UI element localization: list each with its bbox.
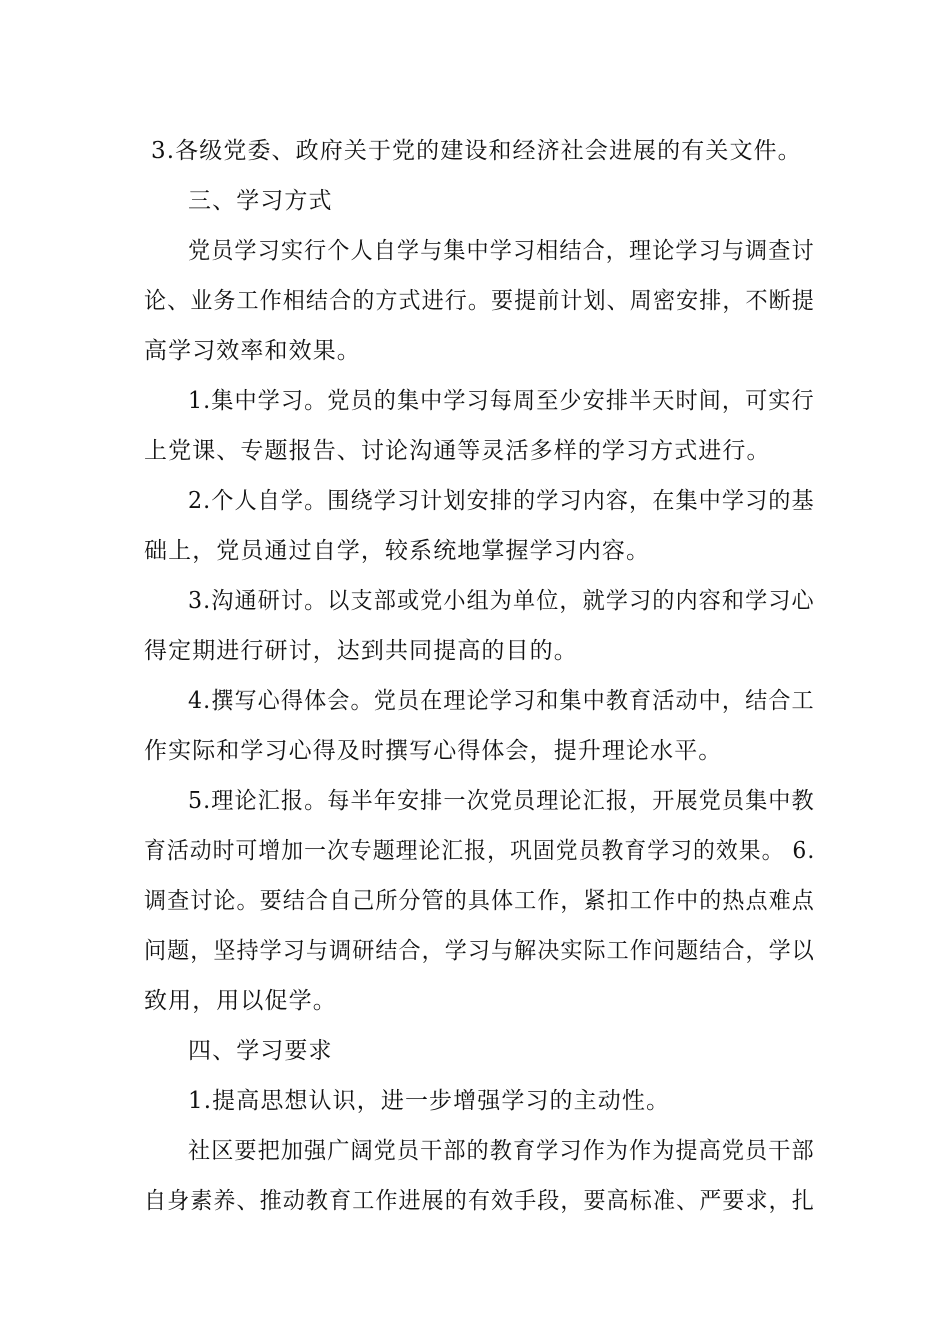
- paragraph-line: 5.理论汇报。每半年安排一次党员理论汇报，开展党员集中教: [188, 788, 815, 814]
- paragraph-line: 育活动时可增加一次专题理论汇报，巩固党员教育学习的效果。 6.: [144, 838, 816, 864]
- paragraph-line: 调查讨论。要结合自己所分管的具体工作，紧扣工作中的热点难点: [144, 888, 815, 914]
- paragraph-line: 问题，坚持学习与调研结合，学习与解决实际工作问题结合，学以: [144, 938, 815, 964]
- paragraph-line: 党员学习实行个人自学与集中学习相结合，理论学习与调查讨: [188, 238, 815, 264]
- paragraph-line: 社区要把加强广阔党员干部的教育学习作为作为提高党员干部: [188, 1138, 815, 1164]
- paragraph-line: 4.撰写心得体会。党员在理论学习和集中教育活动中，结合工: [188, 688, 815, 714]
- paragraph-line: 1.提高思想认识，进一步增强学习的主动性。: [188, 1088, 671, 1114]
- paragraph-line: 得定期进行研讨，达到共同提高的目的。: [144, 638, 578, 664]
- section-heading-study-requirements: 四、学习要求: [188, 1038, 333, 1064]
- paragraph-line: 高学习效率和效果。: [144, 338, 361, 364]
- paragraph-line: 作实际和学习心得及时撰写心得体会，提升理论水平。: [144, 738, 723, 764]
- paragraph-line: 1.集中学习。党员的集中学习每周至少安排半天时间，可实行: [188, 388, 815, 414]
- paragraph-line: 自身素养、推动教育工作进展的有效手段，要高标准、严要求，扎: [144, 1188, 815, 1214]
- section-heading-study-methods: 三、学习方式: [188, 188, 333, 214]
- paragraph-line: 础上，党员通过自学，较系统地掌握学习内容。: [144, 538, 651, 564]
- paragraph-line: 论、业务工作相结合的方式进行。要提前计划、周密安排，不断提: [144, 288, 815, 314]
- paragraph-line: 致用，用以促学。: [144, 988, 337, 1014]
- paragraph-line: 2.个人自学。围绕学习计划安排的学习内容，在集中学习的基: [188, 488, 815, 514]
- paragraph-line: 3.沟通研讨。以支部或党小组为单位，就学习的内容和学习心: [188, 588, 815, 614]
- list-item-3-documents: 3.各级党委、政府关于党的建设和经济社会进展的有关文件。: [151, 138, 802, 164]
- paragraph-line: 上党课、专题报告、讨论沟通等灵活多样的学习方式进行。: [144, 438, 771, 464]
